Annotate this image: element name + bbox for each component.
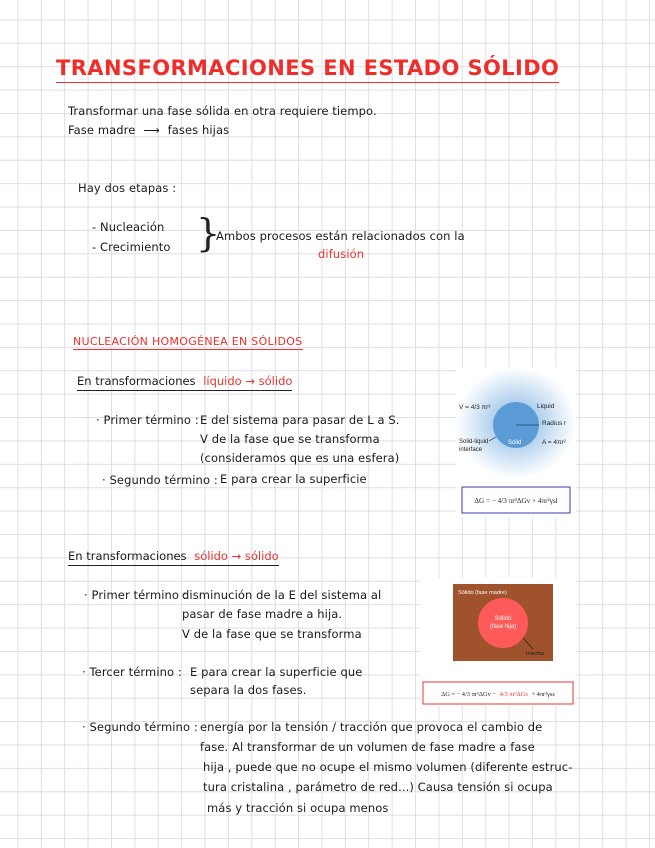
solid-first-line-2: pasar de fase madre a hija. <box>182 607 343 621</box>
solid-first-line-3: V de la fase que se transforma <box>182 627 362 641</box>
stage-growth: - Crecimiento <box>92 240 171 254</box>
solid-third-line-2: separa la dos fases. <box>190 683 307 697</box>
section-liquid-red: líquido → sólido <box>203 374 293 388</box>
solid-equation-red: 4/3 πr³ΔGs <box>499 691 528 698</box>
interface-label-2: interface <box>459 447 483 453</box>
child-phase-label-1: Sólido <box>494 616 512 622</box>
liquid-label: Liquid <box>537 403 555 410</box>
child-phase-circle <box>478 598 528 648</box>
arrow-icon: ⟶ <box>143 123 160 137</box>
solid-second-label: · Segundo término : <box>82 720 198 734</box>
interface-label-solid: Interfaz <box>526 651 545 657</box>
liquid-first-line-1: E del sistema para pasar de L a S. <box>200 413 400 427</box>
liquid-nucleation-figure <box>456 367 576 517</box>
solid-first-line-1: disminución de la E del sistema al <box>182 588 382 602</box>
solid-second-line-3: hija , puede que no ocupe el mismo volumen (diferente estruc- <box>203 760 573 774</box>
intro-line-2 <box>68 123 229 137</box>
page-title: TRANSFORMACIONES EN ESTADO SÓLIDO <box>56 56 559 83</box>
section-solid-prefix: En transformaciones <box>68 549 187 563</box>
nucleation-heading: NUCLEACIÓN HOMOGÉNEA EN SÓLIDOS <box>73 335 303 348</box>
solid-first-label: · Primer término : <box>84 588 187 602</box>
solid-second-line-1: energía por la tensión / tracción que provoca el cambio de <box>200 720 543 734</box>
stages-note-diffusion: difusión <box>318 247 365 261</box>
intro-parent-phase: Fase madre <box>68 123 136 137</box>
solid-second-line-5: más y tracción si ocupa menos <box>207 801 389 815</box>
liquid-first-line-3: (consideramos que es una esfera) <box>200 451 400 465</box>
area-label: A = 4πr² <box>542 439 566 446</box>
stages-heading: Hay dos etapas : <box>78 181 177 195</box>
solid-third-line-1: E para crear la superficie que <box>190 665 363 679</box>
liquid-equation: ΔG = − 4/3 πr³ΔGv + 4πr²γsl <box>474 497 558 505</box>
solid-nucleation-figure <box>420 578 576 706</box>
liquid-first-label: · Primer término : <box>96 413 199 427</box>
child-phase-label-2: (fase hija) <box>489 624 517 630</box>
solid-equation-post: + 4πr²γss <box>531 691 555 698</box>
brace-icon: } <box>196 211 221 255</box>
solid-second-line-4: tura cristalina , parámetro de red...) Causa tensión si ocupa <box>203 780 553 794</box>
intro-child-phases: fases hijas <box>167 123 230 137</box>
radius-label: Radius r <box>542 420 567 427</box>
intro-line-1: Transformar una fase sólida en otra requiere tiempo. <box>68 104 377 118</box>
liquid-second-line: E para crear la superficie <box>220 472 367 486</box>
section-liquid-heading <box>77 374 292 391</box>
solid-second-line-2: fase. Al transformar de un volumen de fase madre a fase <box>200 740 535 754</box>
interface-label-1: Solid-liquid <box>459 439 489 445</box>
section-liquid-prefix: En transformaciones <box>77 374 196 388</box>
liquid-second-label: · Segundo término : <box>102 473 218 487</box>
volume-label: V = 4/3 πr³ <box>459 404 491 411</box>
stages-note: Ambos procesos están relacionados con la <box>216 229 465 243</box>
solid-equation-pre: ΔG = − 4/3 πr³ΔGv − <box>441 691 496 698</box>
parent-phase-label: Sólido (fase madre) <box>458 590 507 596</box>
section-solid-heading <box>68 549 279 566</box>
stage-nucleation: - Nucleación <box>92 220 165 234</box>
solid-third-label: · Tercer término : <box>82 665 182 679</box>
solid-label: Solid <box>508 440 522 446</box>
section-solid-red: sólido → sólido <box>194 549 279 563</box>
liquid-first-line-2: V de la fase que se transforma <box>200 432 380 446</box>
